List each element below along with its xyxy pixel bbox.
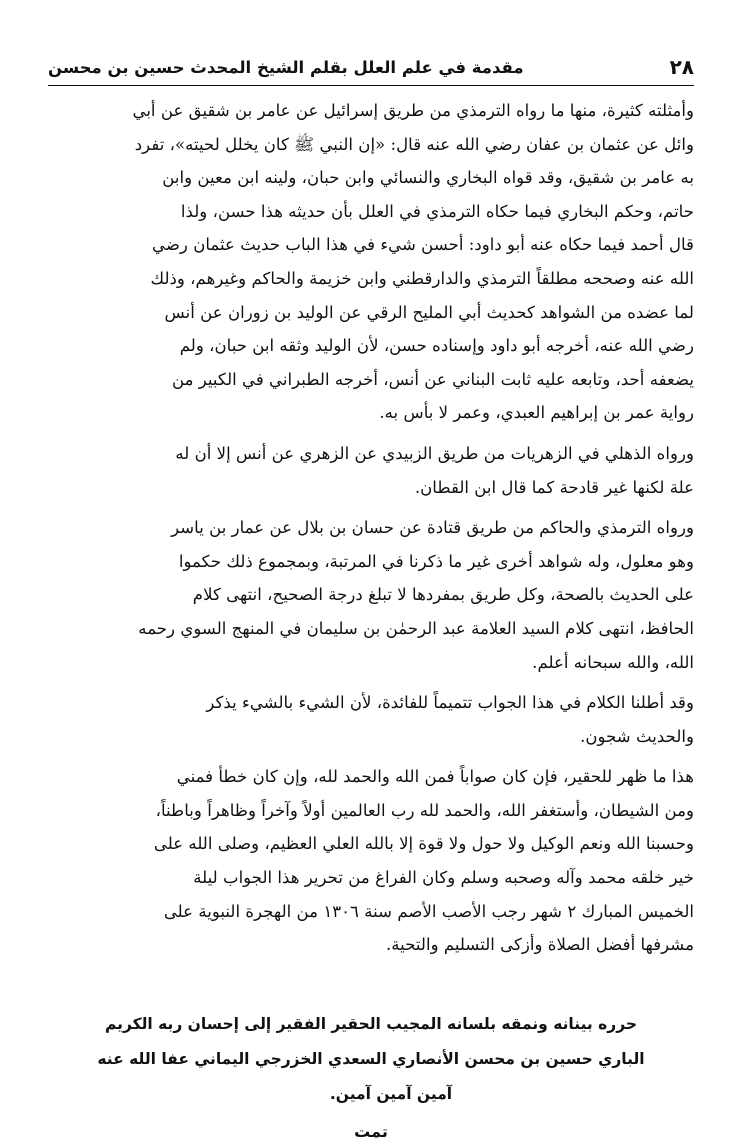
running-title: مقدمة في علم العلل بقلم الشيخ المحدث حسين بن محسن [48,58,524,77]
page-number: ٢٨ [669,55,694,79]
paragraph-lengthy-answer: وقد أطلنا الكلام في هذا الجواب تتميماً للفائدة، لأن الشيء بالشيء يذكر والحديث شجون. [206,693,694,746]
paragraph-tirmidhi: ورواه الترمذي والحاكم من طريق قتادة عن حسان بن بلال عن عمار بن ياسر وهو معلول، وله شواهد أخرى غير ما ذكرنا في المرتبة، وبمجموع ذلك حكموا على الحديث بالصحة، وكل طريق بمفردها لا تبلغ درجة الصحيح، انتهى كلام الحافظ، انتهى كلام السيد العلامة عبد الرحمٰن بن سليمان في المنهج السوي رحمه الله، والله سبحانه أعلم. [138,518,694,672]
page-body [48,94,694,962]
page-header [48,50,694,86]
paragraph-examples: وأمثلته كثيرة، منها ما رواه الترمذي من طريق إسرائيل عن عامر بن شقيق عن أبي وائل عن عثمان بن عفان رضي الله عنه قال: «إن النبي ﷺ كان يخلل لحيته»، تفرد به عامر بن شقيق، وقد قواه البخاري والنسائي وابن حبان، ولينه ابن معين وابن حاتم، وحكم البخاري فيما حكاه الترمذي في العلل بأن حديثه هذا حسن، ولذا قال أحمد فيما حكاه عنه أبو داود: أحسن شيء في هذا الباب حديث عثمان رضي الله عنه وصححه مطلقاً الترمذي والدارقطني وابن خزيمة والحاكم وغيرهم، وذلك لما عضده من الشواهد كحديث أبي المليح الرقي عن الوليد بن زوران عن أنس رضي الله عنه، أخرجه أبو داود وإسناده حسن، لأن الوليد وثقه ابن حبان، ولم يضعفه أحد، وتابعه عليه ثابت البناني عن أنس، أخرجه الطبراني في الكبير من رواية عمر بن إبراهيم العبدي، وعمر لا بأس به. [132,101,694,423]
signature-line-3: آمين آمين آمين. [329,1084,453,1103]
author-signature [48,1007,694,1112]
paragraph-closing: هذا ما ظهر للحقير، فإن كان صواباً فمن الله والحمد لله، وإن كان خطأ فمني ومن الشيطان، وأستغفر الله، والحمد لله رب العالمين أولاً وآخراً وظاهراً وباطناً، وحسبنا الله ونعم الوكيل ولا حول ولا قوة إلا بالله العلي العظيم، وصلى الله على خير خلقه محمد وآله وصحبه وسلم وكان الفراغ من تحرير هذا الجواب ليلة الخميس المبارك ٢ شهر رجب الأصب الأصم سنة ١٣٠٦ من الهجرة النبوية على مشرفها أفضل الصلاة وأزكى التسليم والتحية. [153,767,694,955]
signature-line-2: الباري حسين بن محسن الأنصاري السعدي الخزرجي اليماني عفا الله عنه [97,1049,645,1068]
end-word: تمت [354,1121,388,1141]
signature-line-1: حرره بينانه ونمقه بلسانه المجيب الحقير الفقير إلى إحسان ربه الكريم [104,1014,638,1033]
book-page [48,50,694,1141]
paragraph-dhuhli: ورواه الذهلي في الزهريات من طريق الزبيدي عن الزهري عن أنس إلا أن له علة لكنها غير قادحة كما قال ابن القطان. [175,443,694,497]
